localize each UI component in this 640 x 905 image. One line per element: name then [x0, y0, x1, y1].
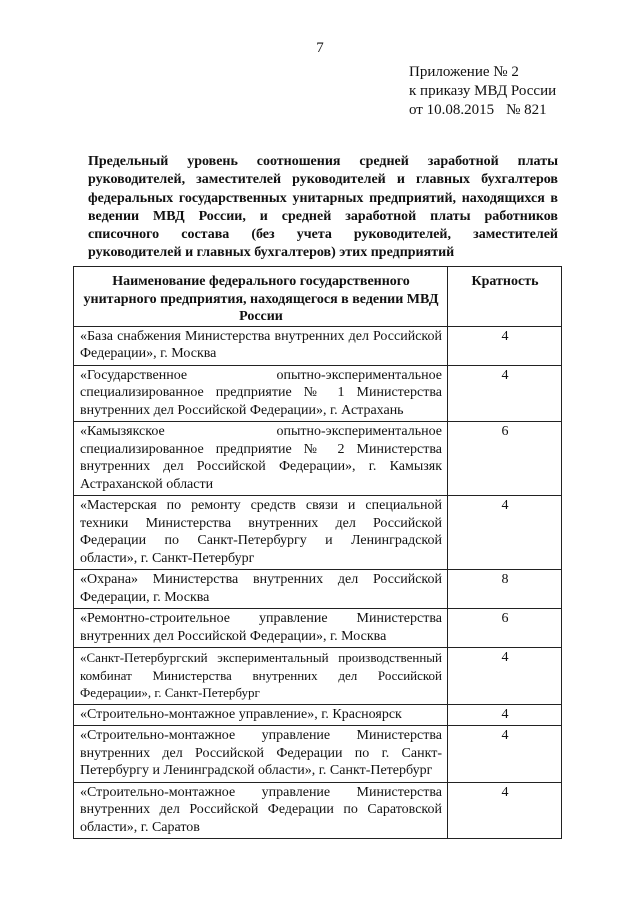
table-row	[74, 782, 562, 839]
enterprise-name: «Строительно-монтажное управление Министерства внутренних дел Российской Федерации по г. Санкт-Петербургу и Ленинградской области», г. Санкт-Петербург	[74, 726, 448, 783]
enterprise-ratio: 4	[448, 648, 562, 705]
order-date: от 10.08.2015	[409, 102, 495, 118]
enterprise-ratio: 4	[448, 365, 562, 422]
enterprise-ratio: 4	[448, 496, 562, 570]
enterprise-ratio: 4	[448, 326, 562, 365]
table-row	[74, 648, 562, 705]
enterprise-ratio: 8	[448, 570, 562, 609]
table-row	[74, 496, 562, 570]
order-number: № 821	[506, 102, 547, 118]
appendix-block	[409, 63, 556, 120]
enterprise-name: «База снабжения Министерства внутренних дел Российской Федерации», г. Москва	[74, 326, 448, 365]
enterprise-name: «Строительно-монтажное управление Министерства внутренних дел Российской Федерации по Саратовской области», г. Саратов	[74, 782, 448, 839]
appendix-order-ref: к приказу МВД России	[409, 83, 557, 99]
column-header-name: Наименование федерального государственного унитарного предприятия, находящегося в ведении МВД России	[74, 267, 448, 327]
enterprise-name: «Государственное опытно-экспериментальное специализированное предприятие № 1 Министерства внутренних дел Российской Федерации», г. Астрахань	[74, 365, 448, 422]
enterprise-name: «Камызякское опытно-экспериментальное специализированное предприятие № 2 Министерства внутренних дел Российской Федерации», г. Камызяк Астраханской области	[74, 422, 448, 496]
enterprise-ratio: 4	[448, 726, 562, 783]
enterprise-name: «Мастерская по ремонту средств связи и специальной техники Министерства внутренних дел Российской Федерации по Санкт-Петербургу и Ленинградской области», г. Санкт-Петербург	[74, 496, 448, 570]
table-row	[74, 326, 562, 365]
enterprise-ratio: 6	[448, 609, 562, 648]
enterprise-name: «Санкт-Петербургский экспериментальный производственный комбинат Министерства внутренних дел Российской Федерации», г. Санкт-Петербург	[74, 648, 448, 705]
document-title: Предельный уровень соотношения средней заработной платы руководителей, заместителей руководителей и главных бухгалтеров федеральных государственных унитарных предприятий, находящихся в ведении МВД России, и средней заработной платы работников списочного состава (без учета руководителей, заместителей руководителей и главных бухгалтеров) этих предприятий	[88, 154, 558, 261]
enterprise-name: «Охрана» Министерства внутренних дел Российской Федерации, г. Москва	[74, 570, 448, 609]
enterprise-ratio-table	[73, 266, 562, 839]
enterprise-name: «Строительно-монтажное управление», г. Красноярск	[74, 704, 448, 726]
appendix-title: Приложение № 2	[409, 64, 519, 80]
page-number: 7	[316, 40, 324, 56]
table-row	[74, 422, 562, 496]
enterprise-name: «Ремонтно-строительное управление Министерства внутренних дел Российской Федерации», г. Москва	[74, 609, 448, 648]
table-row	[74, 365, 562, 422]
table-row	[74, 726, 562, 783]
table-row	[74, 609, 562, 648]
table-header-row	[74, 267, 562, 327]
enterprise-ratio: 4	[448, 782, 562, 839]
column-header-ratio: Кратность	[448, 267, 562, 327]
enterprise-ratio: 4	[448, 704, 562, 726]
appendix-order-details	[409, 101, 556, 120]
table-row	[74, 570, 562, 609]
table-row	[74, 704, 562, 726]
enterprise-ratio: 6	[448, 422, 562, 496]
